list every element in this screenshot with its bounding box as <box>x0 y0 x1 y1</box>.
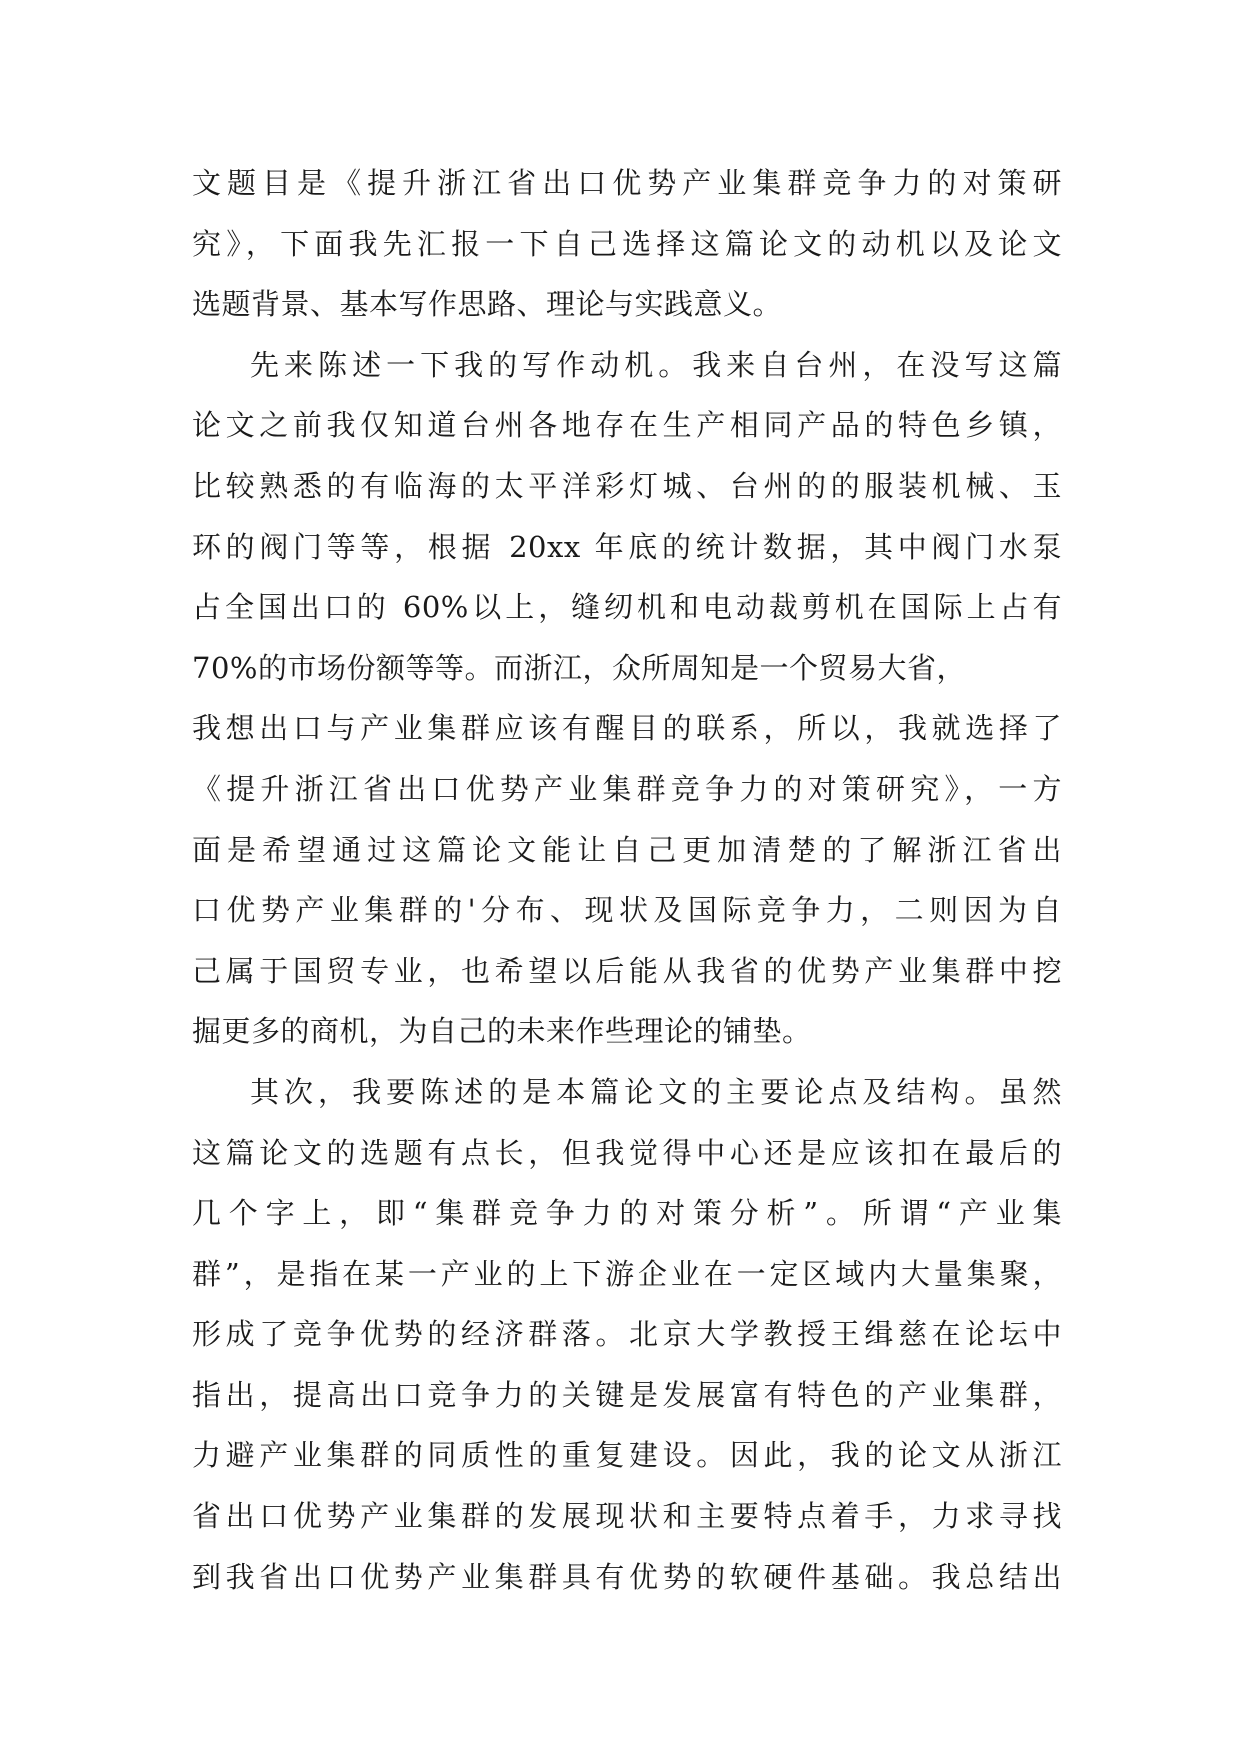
text-line: 形成了竞争优势的经济群落。北京大学教授王缉慈在论坛中 <box>192 1317 1062 1352</box>
text-line: 环的阀门等等，根据 20xx 年底的统计数据，其中阀门水泵 <box>192 529 1062 564</box>
text-line: 口优势产业集群的'分布、现状及国际竞争力，二则因为自 <box>192 893 1062 928</box>
text-line: 比较熟悉的有临海的太平洋彩灯城、台州的的服装机械、玉 <box>192 468 1062 503</box>
text-line: 群”，是指在某一产业的上下游企业在一定区域内大量集聚， <box>192 1256 1062 1291</box>
text-line: 占全国出口的 60%以上，缝纫机和电动裁剪机在国际上占有 <box>192 590 1062 625</box>
text-line: 文题目是《提升浙江省出口优势产业集群竞争力的对策研 <box>192 166 1062 200</box>
paragraph-first-line: 其次，我要陈述的是本篇论文的主要论点及结构。虽然 <box>250 1074 1062 1109</box>
text-line: 我想出口与产业集群应该有醒目的联系，所以，我就选择了 <box>192 711 1062 746</box>
text-line: 掘更多的商机，为自己的未来作些理论的铺垫。 <box>192 1014 812 1049</box>
text-line: 选题背景、基本写作思路、理论与实践意义。 <box>192 287 783 322</box>
text-line: 力避产业集群的同质性的重复建设。因此，我的论文从浙江 <box>192 1438 1062 1473</box>
text-line: 几个字上，即“集群竞争力的对策分析”。所谓“产业集 <box>192 1196 1062 1231</box>
text-line: 论文之前我仅知道台州各地存在生产相同产品的特色乡镇， <box>192 408 1062 443</box>
text-line: 指出，提高出口竞争力的关键是发展富有特色的产业集群， <box>192 1377 1062 1412</box>
text-line: 这篇论文的选题有点长，但我觉得中心还是应该扣在最后的 <box>192 1135 1062 1170</box>
text-line: 《提升浙江省出口优势产业集群竞争力的对策研究》，一方 <box>192 771 1062 806</box>
body-text <box>192 153 1062 1607</box>
text-line: 70%的市场份额等等。而浙江，众所周知是一个贸易大省， <box>192 650 966 685</box>
text-line: 面是希望通过这篇论文能让自己更加清楚的了解浙江省出 <box>192 832 1062 867</box>
paragraph-first-line: 先来陈述一下我的写作动机。我来自台州，在没写这篇 <box>250 347 1062 382</box>
text-line: 究》，下面我先汇报一下自己选择这篇论文的动机以及论文 <box>192 226 1062 261</box>
text-line: 己属于国贸专业，也希望以后能从我省的优势产业集群中挖 <box>192 953 1062 988</box>
text-line: 省出口优势产业集群的发展现状和主要特点着手，力求寻找 <box>192 1499 1062 1534</box>
text-line: 到我省出口优势产业集群具有优势的软硬件基础。我总结出 <box>192 1559 1062 1594</box>
